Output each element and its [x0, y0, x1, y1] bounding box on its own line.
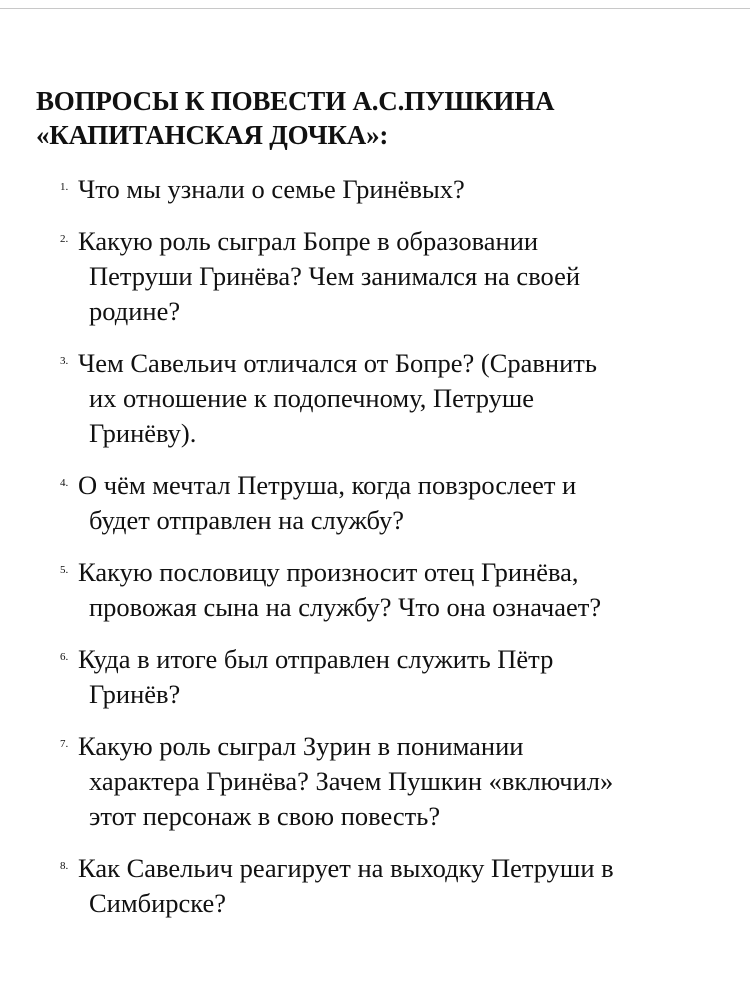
question-line: этот персонаж в свою повесть?	[89, 801, 441, 831]
question-line: Петруши Гринёва? Чем занимался на своей	[89, 261, 581, 291]
question-number: 7.	[60, 738, 69, 750]
question-item	[60, 346, 730, 451]
question-line: Какую роль сыграл Зурин в понимании	[78, 731, 524, 761]
question-line: Гринёв?	[89, 679, 181, 709]
question-line: Куда в итоге был отправлен служить Пётр	[78, 644, 554, 674]
question-item	[60, 468, 730, 538]
question-line: провожая сына на службу? Что она означает?	[89, 592, 602, 622]
question-item	[60, 729, 730, 834]
page-title	[36, 84, 726, 152]
question-line: родине?	[89, 296, 181, 326]
question-line: Какую пословицу произносит отец Гринёва,	[78, 557, 579, 587]
question-text	[78, 851, 730, 921]
question-line: О чём мечтал Петруша, когда повзрослеет и	[78, 470, 577, 500]
question-number: 1.	[60, 181, 69, 193]
question-text	[78, 346, 730, 451]
question-number: 5.	[60, 564, 69, 576]
question-number: 6.	[60, 651, 69, 663]
question-number: 3.	[60, 355, 69, 367]
question-item	[60, 555, 730, 625]
question-line: Гринёву).	[89, 418, 197, 448]
question-text	[78, 555, 730, 625]
question-item	[60, 224, 730, 329]
question-item	[60, 172, 730, 207]
question-item	[60, 851, 730, 921]
title-line: «КАПИТАНСКАЯ ДОЧКА»:	[36, 120, 389, 150]
question-line: Чем Савельич отличался от Бопре? (Сравнить	[78, 348, 597, 378]
question-number: 2.	[60, 233, 69, 245]
question-item	[60, 642, 730, 712]
question-text	[78, 642, 730, 712]
question-line: Симбирске?	[89, 888, 227, 918]
question-line: характера Гринёва? Зачем Пушкин «включил»	[89, 766, 614, 796]
top-divider	[0, 0, 750, 9]
question-line: Что мы узнали о семье Гринёвых?	[78, 174, 465, 204]
question-line: Какую роль сыграл Бопре в образовании	[78, 226, 539, 256]
question-number: 8.	[60, 860, 69, 872]
question-line: будет отправлен на службу?	[89, 505, 405, 535]
question-text	[78, 468, 730, 538]
question-text	[78, 172, 730, 207]
title-line: ВОПРОСЫ К ПОВЕСТИ А.С.ПУШКИНА	[36, 86, 555, 116]
question-line: их отношение к подопечному, Петруше	[89, 383, 535, 413]
question-text	[78, 224, 730, 329]
question-text	[78, 729, 730, 834]
question-line: Как Савельич реагирует на выходку Петруши в	[78, 853, 614, 883]
question-number: 4.	[60, 477, 69, 489]
question-list	[60, 172, 730, 938]
